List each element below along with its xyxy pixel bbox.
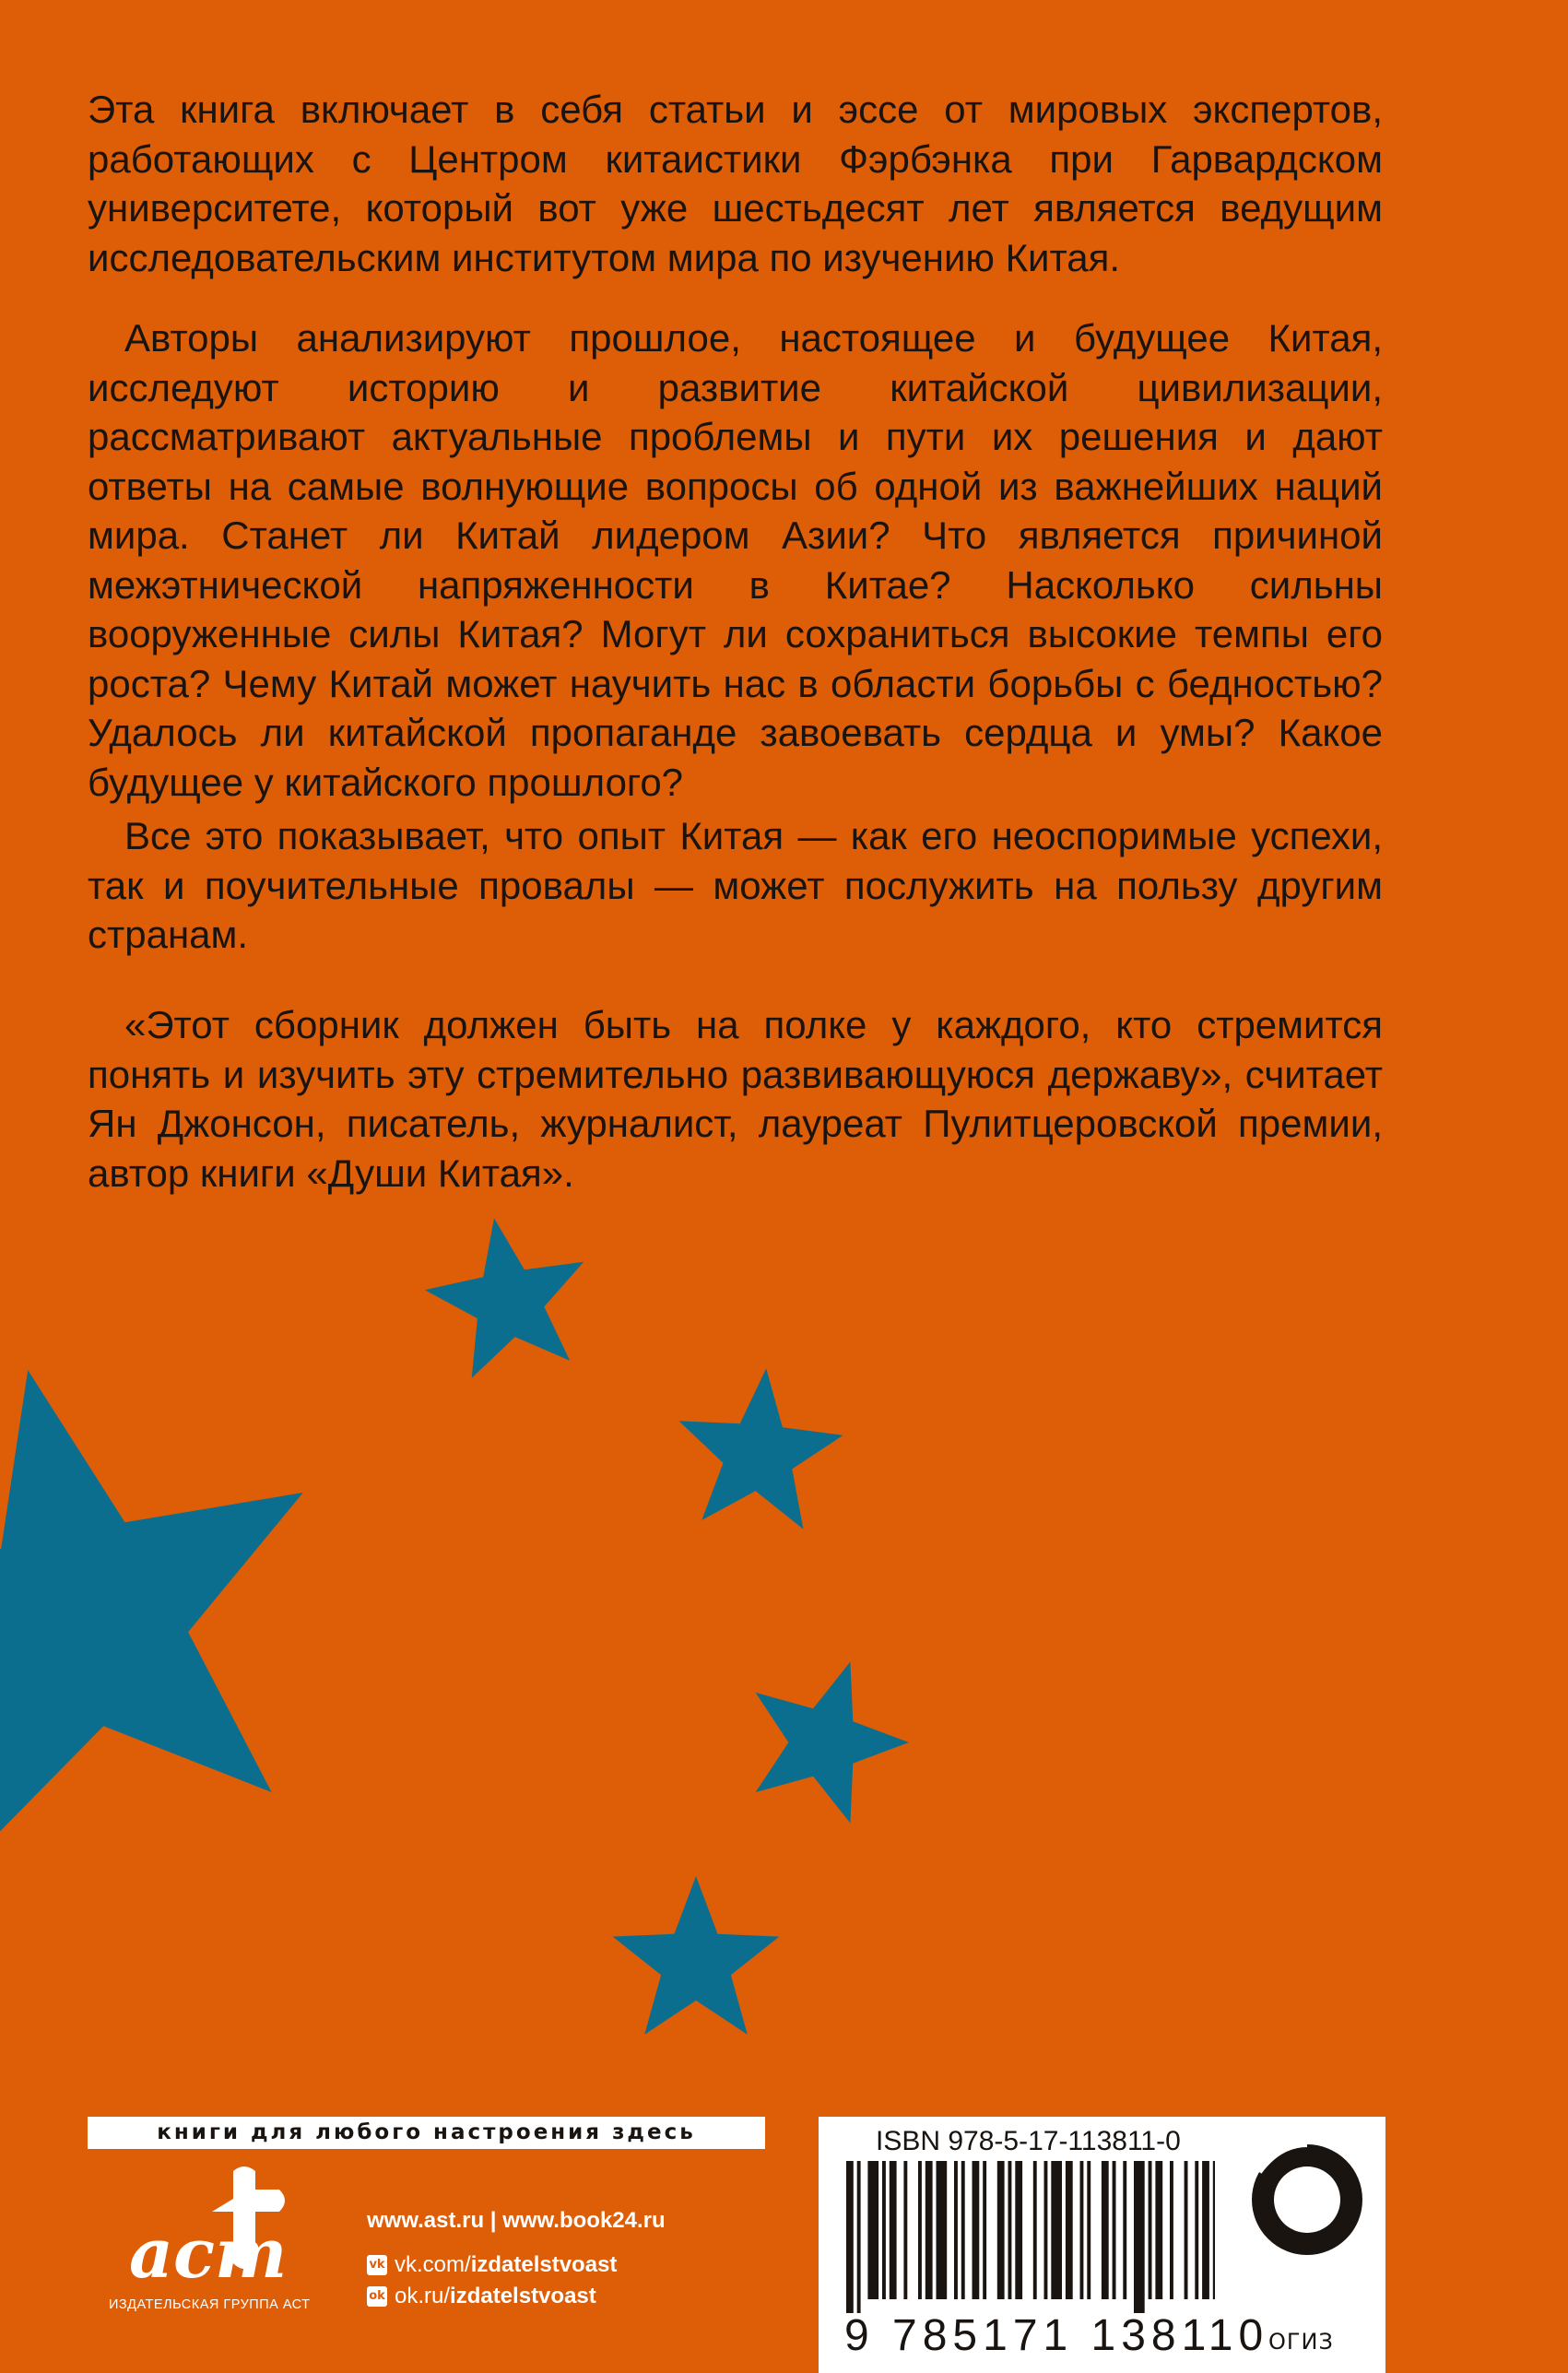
barcode-bar xyxy=(1066,2161,1073,2299)
barcode-bar xyxy=(1033,2161,1037,2299)
barcode-bar xyxy=(954,2161,958,2299)
barcode-bar xyxy=(1185,2161,1188,2299)
barcode-bar xyxy=(1044,2161,1048,2299)
barcode-bar xyxy=(1051,2161,1062,2299)
tagline-banner: книги для любого настроения здесь xyxy=(88,2117,765,2149)
vk-link[interactable] xyxy=(367,2253,617,2277)
ok-link-prefix: ok.ru/ xyxy=(395,2284,451,2308)
publisher-caption: ИЗДАТЕЛЬСКАЯ ГРУППА АСТ xyxy=(109,2297,311,2312)
barcode-bar xyxy=(867,2161,878,2299)
star-2 xyxy=(679,1368,843,1529)
barcode-bar xyxy=(925,2161,933,2299)
websites-link[interactable]: www.ast.ru | www.book24.ru xyxy=(367,2208,666,2233)
barcode-bar xyxy=(890,2161,897,2299)
ast-logo xyxy=(124,2162,318,2291)
ok-icon: ok xyxy=(367,2286,387,2307)
barcode-bar xyxy=(1113,2161,1116,2299)
barcode-bar xyxy=(997,2161,1005,2299)
description-paragraph-2: Авторы анализируют прошлое, настоящее и будущее Китая, исследуют историю и развитие китайской цивилизации, рассматривают актуальные проблемы и пути их решения и дают ответы на самые волнующие вопросы об одной из важнейших наций мира. Станет ли Китай лидером Азии? Что является причиной межэтнической напряженности в Китае? Насколько сильны вооруженные силы Китая? Могут ли сохраниться высокие темпы его роста? Чему Китай может научить нас в области борьбы с бедностью? Удалось ли китайской пропаганде завоевать сердца и умы? Какое будущее у китайского прошлого? xyxy=(88,316,1383,804)
barcode-bar xyxy=(973,2161,980,2299)
barcode-bar xyxy=(1134,2161,1145,2313)
barcode-bar xyxy=(983,2161,986,2299)
review-quote: «Этот сборник должен быть на полке у каждого, кто стремится понять и изучить эту стремительно развивающуюся державу», считает Ян Джонсон, писатель, журналист, лауреат Пулитцеровской премии, автор книги «Души Китая». xyxy=(88,1003,1383,1195)
star-4 xyxy=(756,1662,909,1824)
barcode-panel xyxy=(819,2117,1385,2373)
description-paragraph-3: Все это показывает, что опыт Китая — как его неоспоримые успехи, так и поучительные провалы — может послужить на пользу другим странам. xyxy=(88,814,1383,956)
barcode-bar xyxy=(1015,2161,1022,2299)
vk-link-prefix: vk.com/ xyxy=(395,2252,471,2277)
barcode-bar xyxy=(1195,2161,1198,2299)
description-paragraph-1: Эта книга включает в себя статьи и эссе от мировых экспертов, работающих с Центром китаистики Фэрбэнка при Гарвардском университете, который вот уже шестьдесят лет является ведущим исследовательским институтом мира по изучению Китая. xyxy=(88,88,1383,279)
vk-link-handle: izdatelstvoast xyxy=(470,2252,618,2277)
barcode-bar xyxy=(882,2161,886,2299)
barcode-bar xyxy=(1202,2161,1209,2299)
barcode-bar xyxy=(918,2161,922,2299)
barcode-bar xyxy=(857,2161,861,2313)
barcode-digits: 9 785171 138110 xyxy=(844,2311,1269,2360)
barcode-bar xyxy=(1170,2161,1173,2299)
barcode-bar xyxy=(846,2161,854,2313)
star-5 xyxy=(613,1876,780,2035)
ok-link-handle: izdatelstvoast xyxy=(450,2284,596,2308)
barcode-bar xyxy=(1149,2161,1152,2299)
star-3 xyxy=(0,1370,303,1855)
barcode xyxy=(846,2161,1215,2313)
barcode-bar xyxy=(937,2161,948,2299)
ogiz-logo-icon xyxy=(1243,2135,1372,2264)
barcode-bar xyxy=(1155,2161,1162,2299)
barcode-bar xyxy=(1213,2161,1215,2299)
barcode-bar xyxy=(1080,2161,1084,2299)
barcode-bar xyxy=(1008,2161,1012,2299)
ast-logo-mark: аст xyxy=(129,2214,288,2291)
ogiz-imprint: ОГИЗ xyxy=(1268,2329,1334,2355)
barcode-bar xyxy=(1102,2161,1109,2299)
ok-link[interactable] xyxy=(367,2284,596,2308)
isbn-label: ISBN 978-5-17-113811-0 xyxy=(876,2126,1181,2156)
barcode-bar xyxy=(961,2161,965,2299)
vk-icon: vk xyxy=(367,2255,387,2275)
barcode-bar xyxy=(903,2161,907,2299)
barcode-bar xyxy=(1087,2161,1091,2299)
star-1 xyxy=(425,1218,584,1377)
barcode-bar xyxy=(1123,2161,1126,2299)
